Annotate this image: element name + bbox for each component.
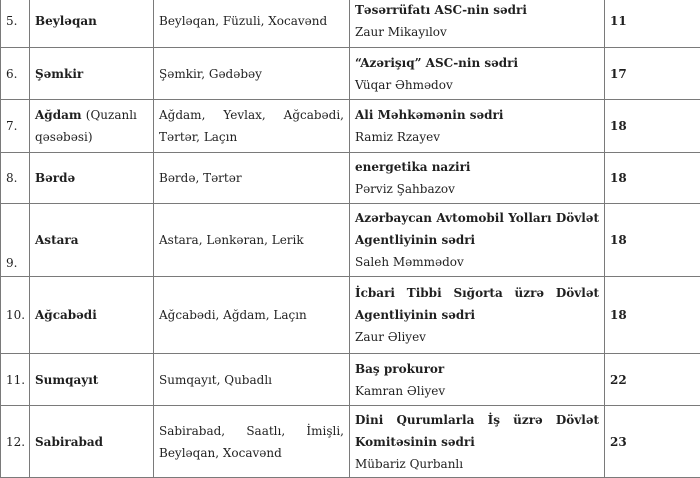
official-cell bbox=[350, 277, 605, 354]
official-name: Saleh Məmmədov bbox=[355, 251, 599, 273]
count-cell: 11 bbox=[605, 0, 700, 48]
official-cell bbox=[350, 406, 605, 478]
city-name: Şəmkir bbox=[35, 67, 83, 81]
city-name: Sabirabad bbox=[35, 435, 103, 449]
city-name: Ağdam bbox=[35, 108, 82, 122]
city-name: Astara bbox=[35, 233, 78, 247]
official-name: Kamran Əliyev bbox=[355, 380, 599, 402]
districts-cell: Bərdə, Tərtər bbox=[154, 153, 350, 204]
city-cell bbox=[30, 48, 154, 100]
row-number: 11. bbox=[1, 354, 30, 406]
official-position: Dini Qurumlarla İş üzrə Dövlət Komitəsinin sədri bbox=[355, 409, 599, 453]
official-cell bbox=[350, 48, 605, 100]
districts-cell: Ağdam, Yevlax, Ağcabədi, Tərtər, Laçın bbox=[154, 100, 350, 153]
count-cell: 18 bbox=[605, 100, 700, 153]
city-cell bbox=[30, 277, 154, 354]
count-cell: 22 bbox=[605, 354, 700, 406]
row-number: 10. bbox=[1, 277, 30, 354]
city-name: Ağcabədi bbox=[35, 308, 97, 322]
districts-cell: Sumqayıt, Qubadlı bbox=[154, 354, 350, 406]
table-row bbox=[1, 48, 700, 100]
count-cell: 23 bbox=[605, 406, 700, 478]
city-cell bbox=[30, 354, 154, 406]
official-cell bbox=[350, 153, 605, 204]
table-row bbox=[1, 354, 700, 406]
row-number: 12. bbox=[1, 406, 30, 478]
official-cell bbox=[350, 100, 605, 153]
row-number: 7. bbox=[1, 100, 30, 153]
official-name: Zaur Mikayılov bbox=[355, 21, 599, 43]
row-number: 6. bbox=[1, 48, 30, 100]
official-cell bbox=[350, 354, 605, 406]
city-cell bbox=[30, 406, 154, 478]
city-cell bbox=[30, 100, 154, 153]
districts-cell: Astara, Lənkəran, Lerik bbox=[154, 204, 350, 277]
official-cell bbox=[350, 0, 605, 48]
districts-cell: Beyləqan, Füzuli, Xocavənd bbox=[154, 0, 350, 48]
city-subtitle: (Quzanlı qəsəbəsi) bbox=[35, 108, 137, 144]
count-cell: 18 bbox=[605, 204, 700, 277]
official-position: Təsərrüfatı ASC-nin sədri bbox=[355, 0, 599, 21]
official-position: Baş prokuror bbox=[355, 358, 599, 380]
districts-cell: Sabirabad, Saatlı, İmişli, Beyləqan, Xocavənd bbox=[154, 406, 350, 478]
city-name: Bərdə bbox=[35, 171, 75, 185]
row-number: 5. bbox=[1, 0, 30, 48]
city-name: Beyləqan bbox=[35, 14, 97, 28]
count-cell: 18 bbox=[605, 153, 700, 204]
official-position: “Azərişıq” ASC-nin sədri bbox=[355, 52, 599, 74]
official-position: Azərbaycan Avtomobil Yolları Dövlət Agentliyinin sədri bbox=[355, 207, 599, 251]
table-row bbox=[1, 100, 700, 153]
row-number: 9. bbox=[1, 204, 30, 277]
districts-cell: Şəmkir, Gədəbəy bbox=[154, 48, 350, 100]
official-position: energetika naziri bbox=[355, 156, 599, 178]
city-name: Sumqayıt bbox=[35, 373, 98, 387]
official-name: Zaur Əliyev bbox=[355, 326, 599, 348]
table-row bbox=[1, 277, 700, 354]
official-name: Pərviz Şahbazov bbox=[355, 178, 599, 200]
table-row bbox=[1, 204, 700, 277]
official-name: Mübariz Qurbanlı bbox=[355, 453, 599, 475]
city-cell bbox=[30, 0, 154, 48]
official-name: Vüqar Əhmədov bbox=[355, 74, 599, 96]
city-cell bbox=[30, 204, 154, 277]
table-row bbox=[1, 406, 700, 478]
count-cell: 17 bbox=[605, 48, 700, 100]
table-row bbox=[1, 0, 700, 48]
districts-cell: Ağcabədi, Ağdam, Laçın bbox=[154, 277, 350, 354]
city-cell bbox=[30, 153, 154, 204]
table-body bbox=[1, 0, 700, 478]
official-position: İcbari Tibbi Sığorta üzrə Dövlət Agentliyinin sədri bbox=[355, 282, 599, 326]
table-row bbox=[1, 153, 700, 204]
official-position: Ali Məhkəmənin sədri bbox=[355, 104, 599, 126]
count-cell: 18 bbox=[605, 277, 700, 354]
official-cell bbox=[350, 204, 605, 277]
row-number: 8. bbox=[1, 153, 30, 204]
official-name: Ramiz Rzayev bbox=[355, 126, 599, 148]
